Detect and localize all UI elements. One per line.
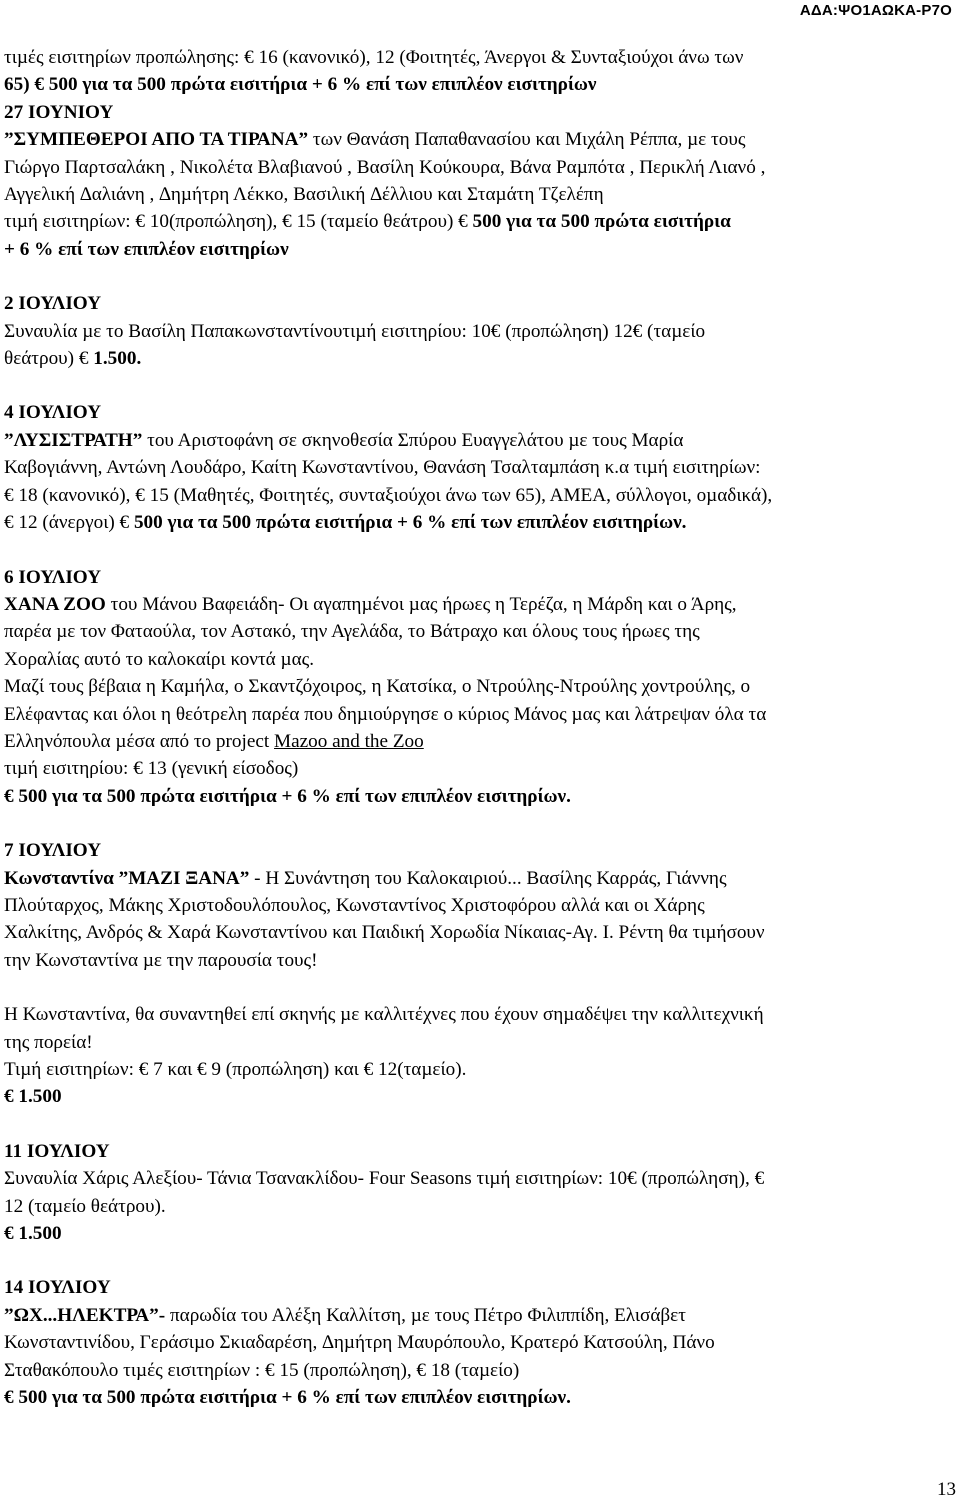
event-date-4-july — [4, 399, 956, 426]
text-line: Ελέφαντας και όλοι η θεότρελη παρέα που δηµιούργησε ο κύριος Μάνος µας και λάτρεψαν όλα τα — [4, 703, 767, 725]
text-span: του Αριστοφάνη σε σκηνοθεσία Σπύρου Ευαγγελάτου µε τους Μαρία — [142, 429, 684, 451]
event-line — [4, 591, 956, 618]
price-highlight: 65) € 500 για τα 500 πρώτα εισιτήρια + 6 % επί των επιπλέον εισιτηρίων — [4, 74, 597, 96]
text-span: θεάτρου) € — [4, 348, 94, 370]
event-date-2-july — [4, 290, 956, 317]
text-line: Κωνσταντινίδου, Γεράσιµο Σκιαδαρέση, ∆ηµήτρη Μαυρόπουλο, Κρατερό Κατσούλη, Πάνο — [4, 1332, 715, 1354]
text-span: - Η Συνάντηση του Καλοκαιριού... Βασίλης Καρράς, Γιάννης — [249, 867, 727, 889]
text-line: Τιµή εισιτηρίων: € 7 και € 9 (προπώληση) και € 12(ταµείο). — [4, 1059, 467, 1080]
text-span: € 12 (άνεργοι) € — [4, 512, 134, 534]
text-span: των Θανάση Παπαθανασίου και Μιχάλη Ρέππα, µε τους — [308, 129, 746, 151]
event-date-7-july — [4, 837, 956, 864]
text-line — [4, 236, 956, 263]
price-highlight: 500 για τα 500 πρώτα εισιτήρια — [472, 211, 731, 233]
text-line: 12 (ταµείο θεάτρου). — [4, 1195, 166, 1217]
event-line — [4, 865, 956, 892]
price-highlight: € 500 για τα 500 πρώτα εισιτήρια + 6 % επί των επιπλέον εισιτηρίων. — [4, 785, 571, 807]
price-highlight: € 500 για τα 500 πρώτα εισιτήρια + 6 % επί των επιπλέον εισιτηρίων. — [4, 1387, 571, 1409]
event-date: 27 ΙΟΥΝΙΟΥ — [4, 101, 114, 123]
event-title: ”ΛΥΣΙΣΤΡΑΤΗ” — [4, 429, 143, 451]
event-date: 14 ΙΟΥΛΙΟΥ — [4, 1277, 111, 1299]
text-line: Αγγελική ∆αλιάνη , ∆ηµήτρη Λέκκο, Βασιλική ∆έλλιου και Σταµάτη Τζελέπη — [4, 184, 604, 206]
event-title: ”ΜΑΖΙ ΞΑΝΑ” — [113, 867, 250, 889]
event-date: 6 ΙΟΥΛΙΟΥ — [4, 566, 102, 588]
event-date-27-june — [4, 99, 956, 126]
text-line: τιµές εισιτηρίων προπώλησης: € 16 (κανονικό), 12 (Φοιτητές, Άνεργοι & Συνταξιούχοι άνω των — [4, 47, 744, 68]
text-line — [4, 728, 956, 755]
text-line: Χαλκίτης, Ανδρός & Χαρά Κωνσταντίνου και Παιδική Χορωδία Νίκαιας-Αγ. Ι. Ρέντη θα τιµήσουν — [4, 922, 765, 944]
event-line — [4, 1302, 956, 1329]
ticket-price-line — [4, 783, 956, 810]
page-number: 13 — [937, 1479, 956, 1500]
text-line: της πορεία! — [4, 1031, 93, 1053]
price-highlight: € 1.500 — [4, 1086, 62, 1108]
text-line: Πλούταρχος, Μάκης Χριστοδουλόπουλος, Κωνσταντίνος Χριστοφόρου αλλά και οι Χάρης — [4, 894, 705, 916]
event-title: ”ΣΥΜΠΕΘΕΡΟΙ ΑΠΟ ΤΑ ΤΙΡΑΝΑ” — [4, 129, 309, 151]
text-line: Μαζί τους βέβαια η Καµήλα, ο Σκαντζόχοιρος, η Κατσίκα, ο Ντρούλης-Ντρούλης χοντρούλης, ο — [4, 676, 751, 698]
text-span: του Μάνου Βαφειάδη- Οι αγαπηµένοι µας ήρωες η Τερέζα, η Μάρδη και ο Άρης, — [105, 593, 737, 615]
text-line — [4, 71, 956, 98]
event-date-6-july — [4, 564, 956, 591]
event-title: Κωνσταντίνα — [4, 867, 114, 889]
text-line: Η Κωνσταντίνα, θα συναντηθεί επί σκηνής µε καλλιτέχνες που έχουν σηµαδέψει την καλλιτεχνική — [4, 1004, 764, 1026]
text-line: την Κωνσταντίνα µε την παρουσία τους! — [4, 949, 318, 971]
text-span: παρωδία του Αλέξη Καλλίτση, µε τους Πέτρο Φιλιππίδη, Ελισάβετ — [165, 1304, 686, 1326]
project-link[interactable]: Mazoo and the Zoo — [274, 730, 424, 752]
event-date-11-july — [4, 1138, 956, 1165]
event-title: ΧΑΝΑ ΖΟΟ — [4, 593, 106, 615]
event-date: 2 ΙΟΥΛΙΟΥ — [4, 293, 102, 315]
ticket-price-line — [4, 208, 956, 235]
price-highlight: € 1.500 — [4, 1223, 62, 1245]
event-line — [4, 427, 956, 454]
event-date: 4 ΙΟΥΛΙΟΥ — [4, 402, 102, 424]
price-highlight: 500 για τα 500 πρώτα εισιτήρια + 6 % επί των επιπλέον εισιτηρίων. — [133, 512, 687, 534]
text-line: Χοραλίας αυτό το καλοκαίρι κοντά µας. — [4, 648, 315, 670]
ticket-price-line — [4, 1083, 956, 1110]
event-title: ”ΩΧ...ΗΛΕΚΤΡΑ”- — [4, 1304, 166, 1326]
event-date-14-july — [4, 1274, 956, 1301]
text-span: Ελληνόπουλα µέσα από το project — [4, 730, 275, 752]
text-line: Συναυλία µε το Βασίλη Παπακωνσταντίνουτιµή εισιτηρίου: 10€ (προπώληση) 12€ (ταµείο — [4, 320, 706, 342]
price-highlight: 1.500. — [93, 348, 142, 370]
ticket-price-line — [4, 1220, 956, 1247]
event-line — [4, 126, 956, 153]
ticket-price-line — [4, 509, 956, 536]
text-line: Καβογιάννη, Αντώνη Λουδάρο, Καίτη Κωνσταντίνου, Θανάση Τσαλταµπάση κ.α τιµή εισιτηρίων: — [4, 457, 761, 479]
ticket-price-line — [4, 1384, 956, 1411]
text-line: παρέα µε τον Φαταούλα, τον Αστακό, την Αγελάδα, το Βάτραχο και όλους τους ήρωες της — [4, 621, 700, 643]
text-line: τιµή εισιτηρίου: € 13 (γενική είσοδος) — [4, 758, 299, 780]
text-line: Γιώργο Παρτσαλάκη , Νικολέτα Βλαβιανού , Βασίλη Κούκουρα, Βάνα Ραµπότα , Περικλή Λιανό , — [4, 156, 766, 178]
text-line: € 18 (κανονικό), € 15 (Μαθητές, Φοιτητές, συνταξιούχοι άνω των 65), ΑΜΕΑ, σύλλογοι, οµαδικά), — [4, 484, 773, 506]
text-line: Συναυλία Χάρις Αλεξίου- Τάνια Τσανακλίδου- Four Seasons τιµή εισιτηρίων: 10€ (προπώληση), € — [4, 1168, 765, 1190]
document-id-header: ΑΔΑ:ΨΟ1ΑΩΚΑ-Ρ7Ο — [799, 2, 952, 19]
document-body — [4, 44, 956, 1411]
event-date: 11 ΙΟΥΛΙΟΥ — [4, 1140, 110, 1162]
event-date: 7 ΙΟΥΛΙΟΥ — [4, 840, 102, 862]
ticket-price-line — [4, 345, 956, 372]
price-highlight: + 6 % επί των επιπλέον εισιτηρίων — [4, 238, 289, 260]
text-line: Σταθακόπουλο τιµές εισιτηρίων : € 15 (προπώληση), € 18 (ταµείο) — [4, 1359, 520, 1381]
text-span: τιµή εισιτηρίων: € 10(προπώληση), € 15 (ταµείο θεάτρου) € — [4, 211, 473, 233]
